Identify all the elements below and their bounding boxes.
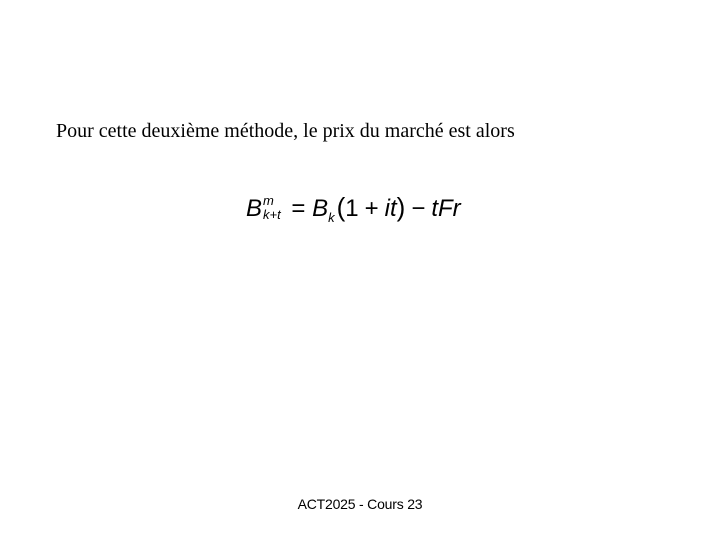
body-text: Pour cette deuxième méthode, le prix du marché est alors: [56, 120, 515, 142]
formula-plus: +: [364, 195, 379, 222]
bond-price-formula: [246, 194, 461, 223]
formula-lhs-variable: B: [246, 195, 263, 222]
formula-tail: tFr: [431, 195, 461, 222]
formula-rhs-variable: B: [312, 195, 329, 222]
formula-lhs-subscript: k+t: [263, 207, 281, 223]
formula-it: it: [384, 195, 397, 222]
formula-open-paren: (: [336, 192, 346, 222]
formula-lhs-superscript: m: [263, 193, 274, 209]
formula-one: 1: [345, 195, 359, 222]
formula-close-paren: ): [396, 192, 406, 222]
formula-lhs-scripts: [263, 194, 281, 221]
formula-minus: −: [411, 195, 426, 222]
slide-footer: ACT2025 - Cours 23: [297, 496, 423, 512]
formula-rhs-subscript: k: [328, 210, 335, 225]
formula-equals: =: [291, 195, 306, 222]
